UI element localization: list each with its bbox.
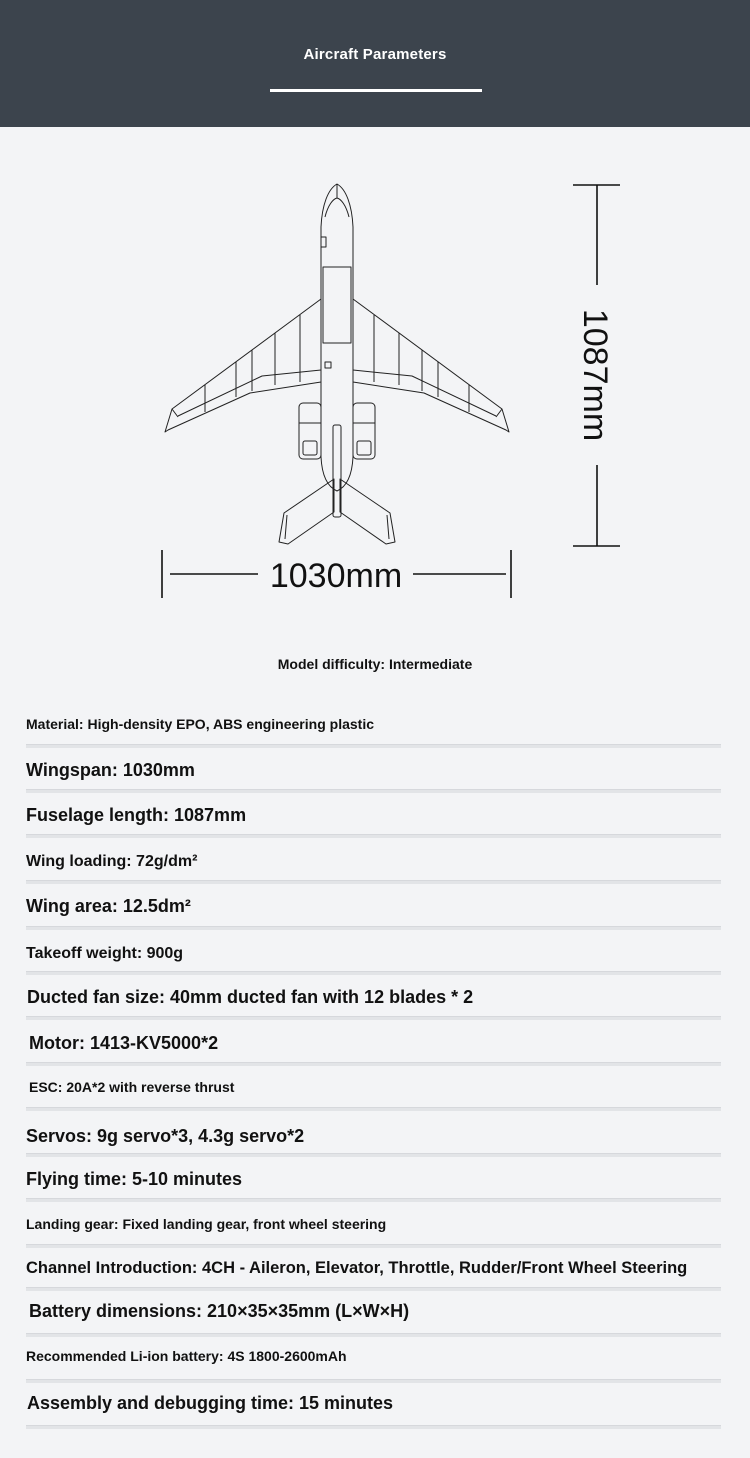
- spec-text: Channel Introduction: 4CH - Aileron, Elevator, Throttle, Rudder/Front Wheel Steering: [26, 1259, 688, 1277]
- row-divider: [26, 1016, 721, 1020]
- row-divider: [26, 880, 721, 884]
- aircraft-diagram: [0, 127, 750, 627]
- wingspan-label: 1030mm: [269, 557, 403, 595]
- row-divider: [26, 744, 721, 748]
- spec-text: Flying time: 5-10 minutes: [26, 1169, 243, 1189]
- spec-text: Wing area: 12.5dm²: [26, 896, 191, 916]
- spec-text: Material: High-density EPO, ABS engineering plastic: [26, 716, 374, 732]
- row-divider: [26, 1198, 721, 1202]
- spec-text: Fuselage length: 1087mm: [26, 805, 247, 825]
- spec-text: Landing gear: Fixed landing gear, front wheel steering: [26, 1216, 387, 1232]
- row-divider: [26, 1153, 721, 1157]
- row-divider: [26, 1333, 721, 1337]
- row-divider: [26, 1379, 721, 1383]
- row-divider: [26, 834, 721, 838]
- spec-text: Ducted fan size: 40mm ducted fan with 12 blades * 2: [27, 987, 474, 1007]
- spec-text: Recommended Li-ion battery: 4S 1800-2600mAh: [26, 1348, 347, 1364]
- spec-text: Servos: 9g servo*3, 4.3g servo*2: [26, 1126, 305, 1146]
- spec-text: Assembly and debugging time: 15 minutes: [27, 1393, 394, 1413]
- model-difficulty: Model difficulty: Intermediate: [277, 656, 473, 672]
- spec-text: Wingspan: 1030mm: [26, 760, 195, 780]
- aircraft-drawing: [165, 184, 509, 544]
- row-divider: [26, 971, 721, 975]
- row-divider: [26, 1287, 721, 1291]
- spec-text: Wing loading: 72g/dm²: [26, 853, 198, 870]
- length-label: 1087mm: [576, 308, 614, 442]
- row-divider: [26, 1244, 721, 1248]
- spec-text: Motor: 1413-KV5000*2: [29, 1033, 219, 1053]
- row-divider: [26, 1062, 721, 1066]
- row-divider: [26, 1107, 721, 1111]
- row-divider: [26, 926, 721, 930]
- spec-text: Takeoff weight: 900g: [26, 945, 184, 962]
- row-divider: [26, 1425, 721, 1429]
- page-title: Aircraft Parameters: [303, 46, 447, 63]
- row-divider: [26, 789, 721, 793]
- spec-text: ESC: 20A*2 with reverse thrust: [29, 1079, 235, 1095]
- page-header: [0, 0, 750, 127]
- title-underline: [270, 89, 482, 92]
- spec-text: Battery dimensions: 210×35×35mm (L×W×H): [29, 1301, 410, 1321]
